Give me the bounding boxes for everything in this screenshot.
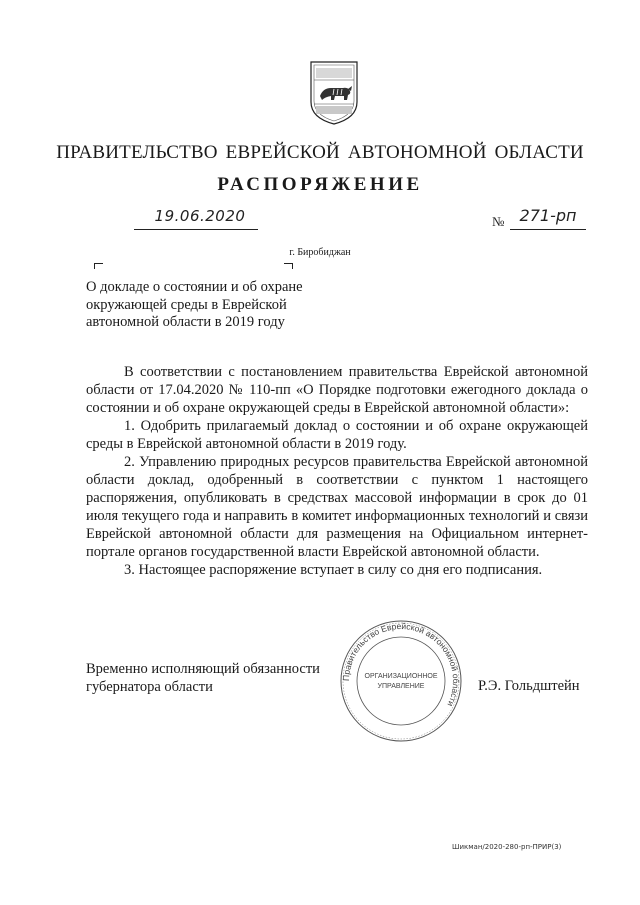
government-title: ПРАВИТЕЛЬСТВО ЕВРЕЙСКОЙ АВТОНОМНОЙ ОБЛАСТИ (56, 142, 584, 163)
signatory-title: Временно исполняющий обязанности губернатора области (86, 661, 320, 695)
document-subject: О докладе о состоянии и об охране окружающей среды в Еврейской автономной области в 2019 году (86, 279, 303, 330)
coat-of-arms-emblem (305, 58, 363, 126)
stamp-inner-line-2: УПРАВЛЕНИЕ (377, 683, 425, 690)
body-paragraph-item-1: 1. Одобрить прилагаемый доклад о состоянии и об охране окружающей среды в Еврейской автономной области в 2019 году. (86, 418, 588, 452)
subject-bracket-left (94, 263, 103, 269)
signatory-name: Р.Э. Гольдштейн (478, 678, 580, 694)
date-underline (134, 229, 258, 230)
official-stamp (336, 616, 466, 746)
document-body (86, 363, 588, 579)
body-paragraph-item-2: 2. Управлению природных ресурсов правительства Еврейской автономной области доклад, одобренный в соответствии с пунктом 1 настоящего распоряжения, опубликовать в средствах массовой информации в срок до 01 июля текущего года и направить в комитет информационных технологий и связи Еврейской автономной области для размещения на Официальном интернет-портале органов государственной власти Еврейской автономной области. (86, 454, 588, 560)
document-date: 19.06.2020 (154, 207, 246, 225)
body-paragraph-preamble: В соответствии с постановлением правительства Еврейской автономной области от 17.04.2020 № 110-пп «О Порядке подготовки ежегодного доклада о состоянии и об охране окружающей среды в Еврейской автономной области»: (86, 364, 588, 416)
number-sign: № (492, 214, 505, 229)
subject-bracket-right (284, 263, 293, 269)
body-paragraph-item-3: 3. Настоящее распоряжение вступает в силу со дня его подписания. (124, 562, 543, 578)
document-type-title: РАСПОРЯЖЕНИЕ (217, 174, 423, 195)
number-underline (510, 229, 586, 230)
stamp-outer-text: Правительство Еврейской автономной области (340, 620, 462, 709)
city-name: г. Биробиджан (289, 247, 351, 258)
document-number: 271-рп (519, 206, 577, 225)
footer-document-code: Шикман/2020-280-рп-ПРИР(3) (452, 843, 562, 851)
stamp-inner-line-1: ОРГАНИЗАЦИОННОЕ (364, 673, 438, 680)
